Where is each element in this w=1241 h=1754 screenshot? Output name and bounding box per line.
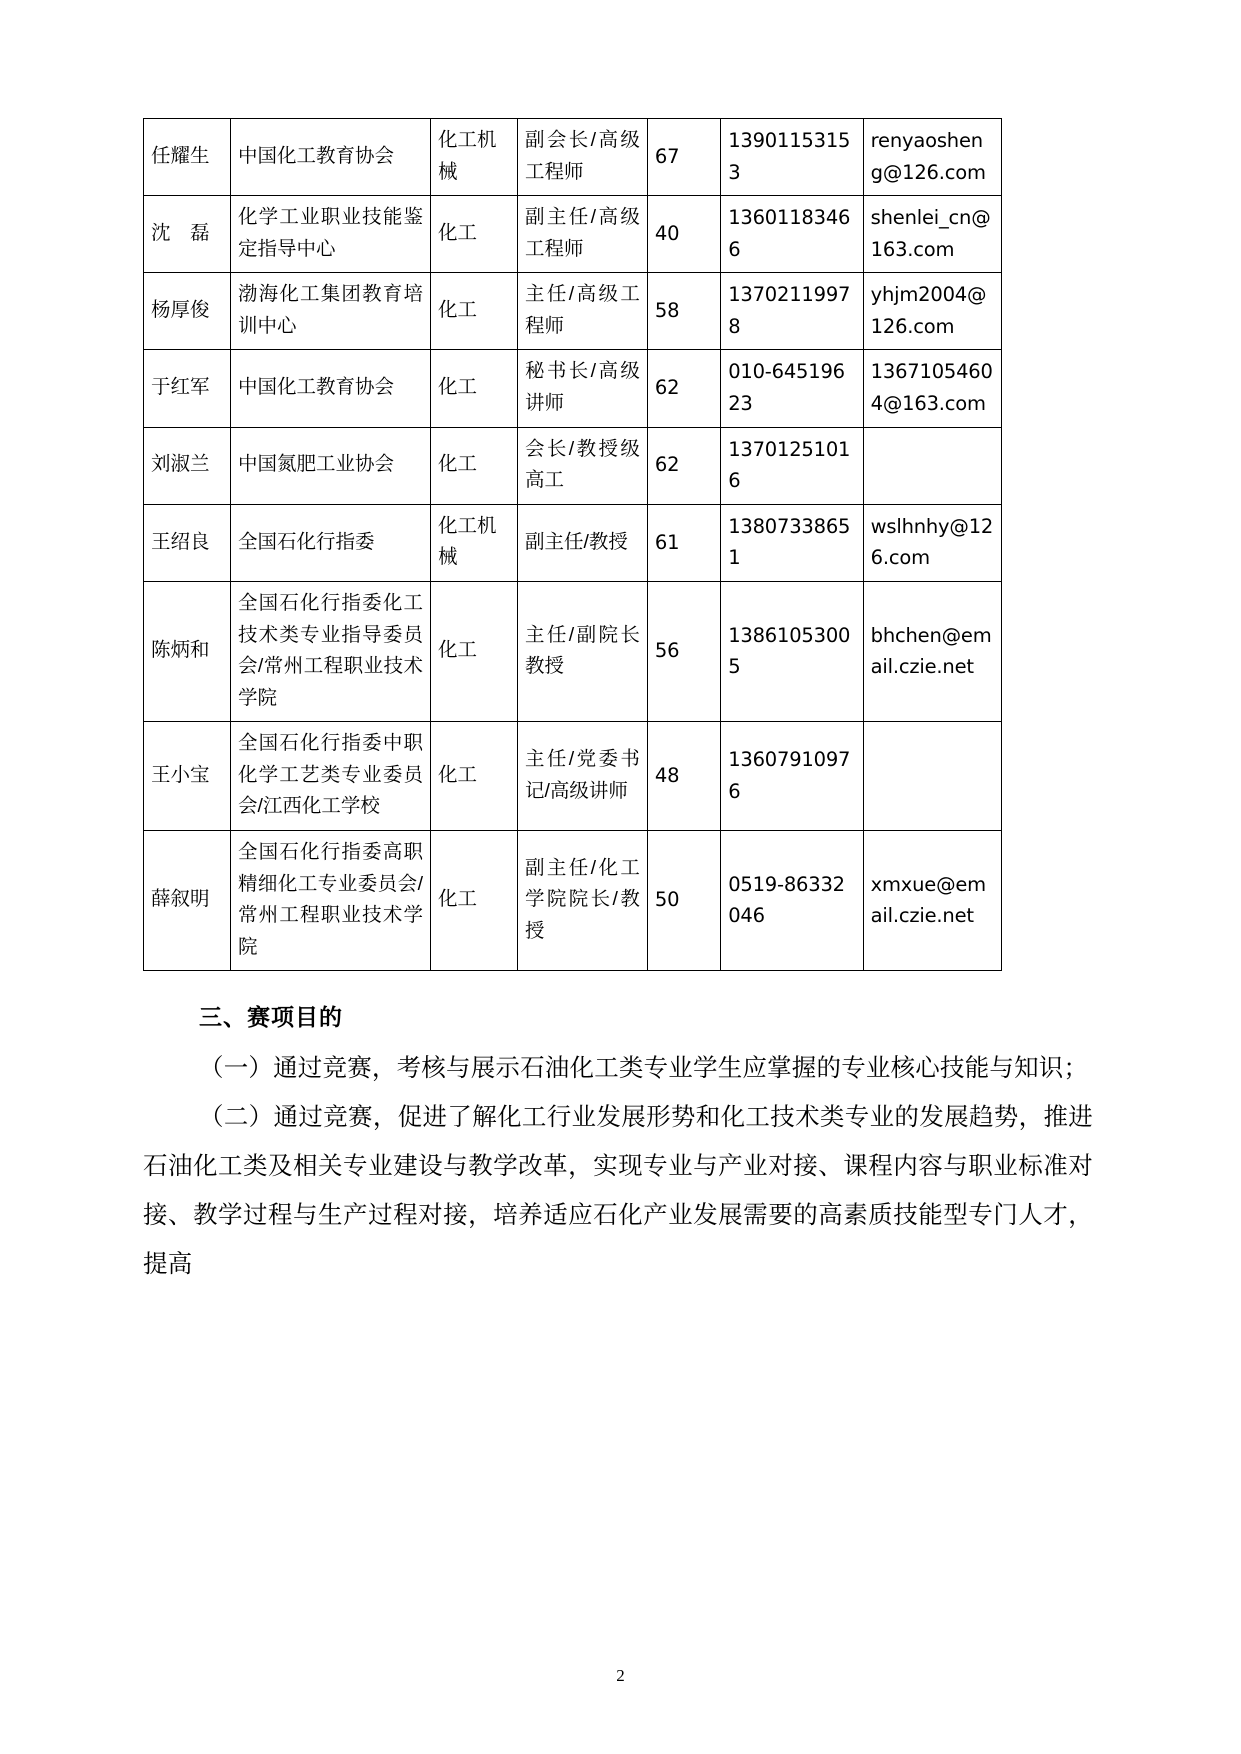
cell-field: 化工	[431, 273, 518, 350]
paragraph-one: （一）通过竞赛，考核与展示石油化工类专业学生应掌握的专业核心技能与知识；	[199, 1054, 1089, 1082]
cell-age: 40	[647, 196, 720, 273]
cell-org: 全国石化行指委化工技术类专业指导委员会/常州工程职业技术学院	[230, 581, 430, 721]
cell-email: wslhnhy@126.com	[863, 504, 1001, 581]
cell-org: 全国石化行指委中职化学工艺类专业委员会/江西化工学校	[230, 722, 430, 831]
table-row	[144, 350, 1002, 427]
cell-email	[863, 427, 1001, 504]
cell-title: 会长/教授级高工	[517, 427, 647, 504]
cell-age: 62	[647, 350, 720, 427]
cell-org: 全国石化行指委	[230, 504, 430, 581]
cell-age: 62	[647, 427, 720, 504]
expert-list-table	[143, 118, 1002, 971]
cell-field: 化工	[431, 350, 518, 427]
page-number: 2	[616, 1666, 625, 1685]
section-heading: 三、赛项目的	[199, 1004, 343, 1031]
cell-age: 58	[647, 273, 720, 350]
cell-name: 王绍良	[144, 504, 231, 581]
cell-phone: 0519-86332046	[721, 830, 863, 970]
table-row	[144, 722, 1002, 831]
cell-phone: 13901153153	[721, 119, 863, 196]
cell-title: 秘书长/高级讲师	[517, 350, 647, 427]
cell-org: 中国氮肥工业协会	[230, 427, 430, 504]
table-row	[144, 273, 1002, 350]
expert-table-body	[144, 119, 1002, 971]
cell-field: 化工	[431, 196, 518, 273]
table-row	[144, 830, 1002, 970]
cell-title: 副主任/化工学院院长/教授	[517, 830, 647, 970]
cell-field: 化工机械	[431, 119, 518, 196]
cell-title: 主任/副院长教授	[517, 581, 647, 721]
cell-age: 56	[647, 581, 720, 721]
table-row	[144, 504, 1002, 581]
cell-age: 61	[647, 504, 720, 581]
table-row	[144, 581, 1002, 721]
cell-phone: 010-64519623	[721, 350, 863, 427]
cell-phone: 13607910976	[721, 722, 863, 831]
cell-email: shenlei_cn@163.com	[863, 196, 1001, 273]
cell-field: 化工	[431, 722, 518, 831]
cell-email	[863, 722, 1001, 831]
cell-org: 中国化工教育协会	[230, 119, 430, 196]
cell-field: 化工	[431, 830, 518, 970]
cell-title: 主任/高级工程师	[517, 273, 647, 350]
cell-phone: 13861053005	[721, 581, 863, 721]
cell-phone: 13807338651	[721, 504, 863, 581]
cell-title: 副主任/高级工程师	[517, 196, 647, 273]
cell-email: xmxue@email.czie.net	[863, 830, 1001, 970]
cell-name: 任耀生	[144, 119, 231, 196]
table-row	[144, 196, 1002, 273]
cell-org: 全国石化行指委高职精细化工专业委员会/常州工程职业技术学院	[230, 830, 430, 970]
cell-org: 化学工业职业技能鉴定指导中心	[230, 196, 430, 273]
cell-org: 渤海化工集团教育培训中心	[230, 273, 430, 350]
cell-age: 67	[647, 119, 720, 196]
cell-name: 杨厚俊	[144, 273, 231, 350]
cell-email: renyaosheng@126.com	[863, 119, 1001, 196]
cell-phone: 13601183466	[721, 196, 863, 273]
cell-field: 化工	[431, 427, 518, 504]
table-row	[144, 119, 1002, 196]
cell-title: 主任/党委书记/高级讲师	[517, 722, 647, 831]
paragraph-two: （二）通过竞赛，促进了解化工行业发展形势和化工技术类专业的发展趋势，推进石油化工类及相关专业建设与教学改革，实现专业与产业对接、课程内容与职业标准对接、教学过程与生产过程对接，培养适应石化产业发展需要的高素质技能型专门人才，提高	[143, 1103, 1093, 1278]
cell-email: yhjm2004@126.com	[863, 273, 1001, 350]
cell-field: 化工	[431, 581, 518, 721]
cell-email: bhchen@email.czie.net	[863, 581, 1001, 721]
cell-phone: 13701251016	[721, 427, 863, 504]
cell-name: 王小宝	[144, 722, 231, 831]
cell-name: 刘淑兰	[144, 427, 231, 504]
cell-name: 沈 磊	[144, 196, 231, 273]
cell-age: 50	[647, 830, 720, 970]
cell-name: 陈炳和	[144, 581, 231, 721]
table-row	[144, 427, 1002, 504]
cell-name: 于红军	[144, 350, 231, 427]
cell-email: 13671054604@163.com	[863, 350, 1001, 427]
cell-title: 副会长/高级工程师	[517, 119, 647, 196]
body-content	[143, 1044, 1093, 1289]
cell-field: 化工机械	[431, 504, 518, 581]
cell-phone: 13702119978	[721, 273, 863, 350]
cell-name: 薛叙明	[144, 830, 231, 970]
cell-title: 副主任/教授	[517, 504, 647, 581]
cell-age: 48	[647, 722, 720, 831]
cell-org: 中国化工教育协会	[230, 350, 430, 427]
